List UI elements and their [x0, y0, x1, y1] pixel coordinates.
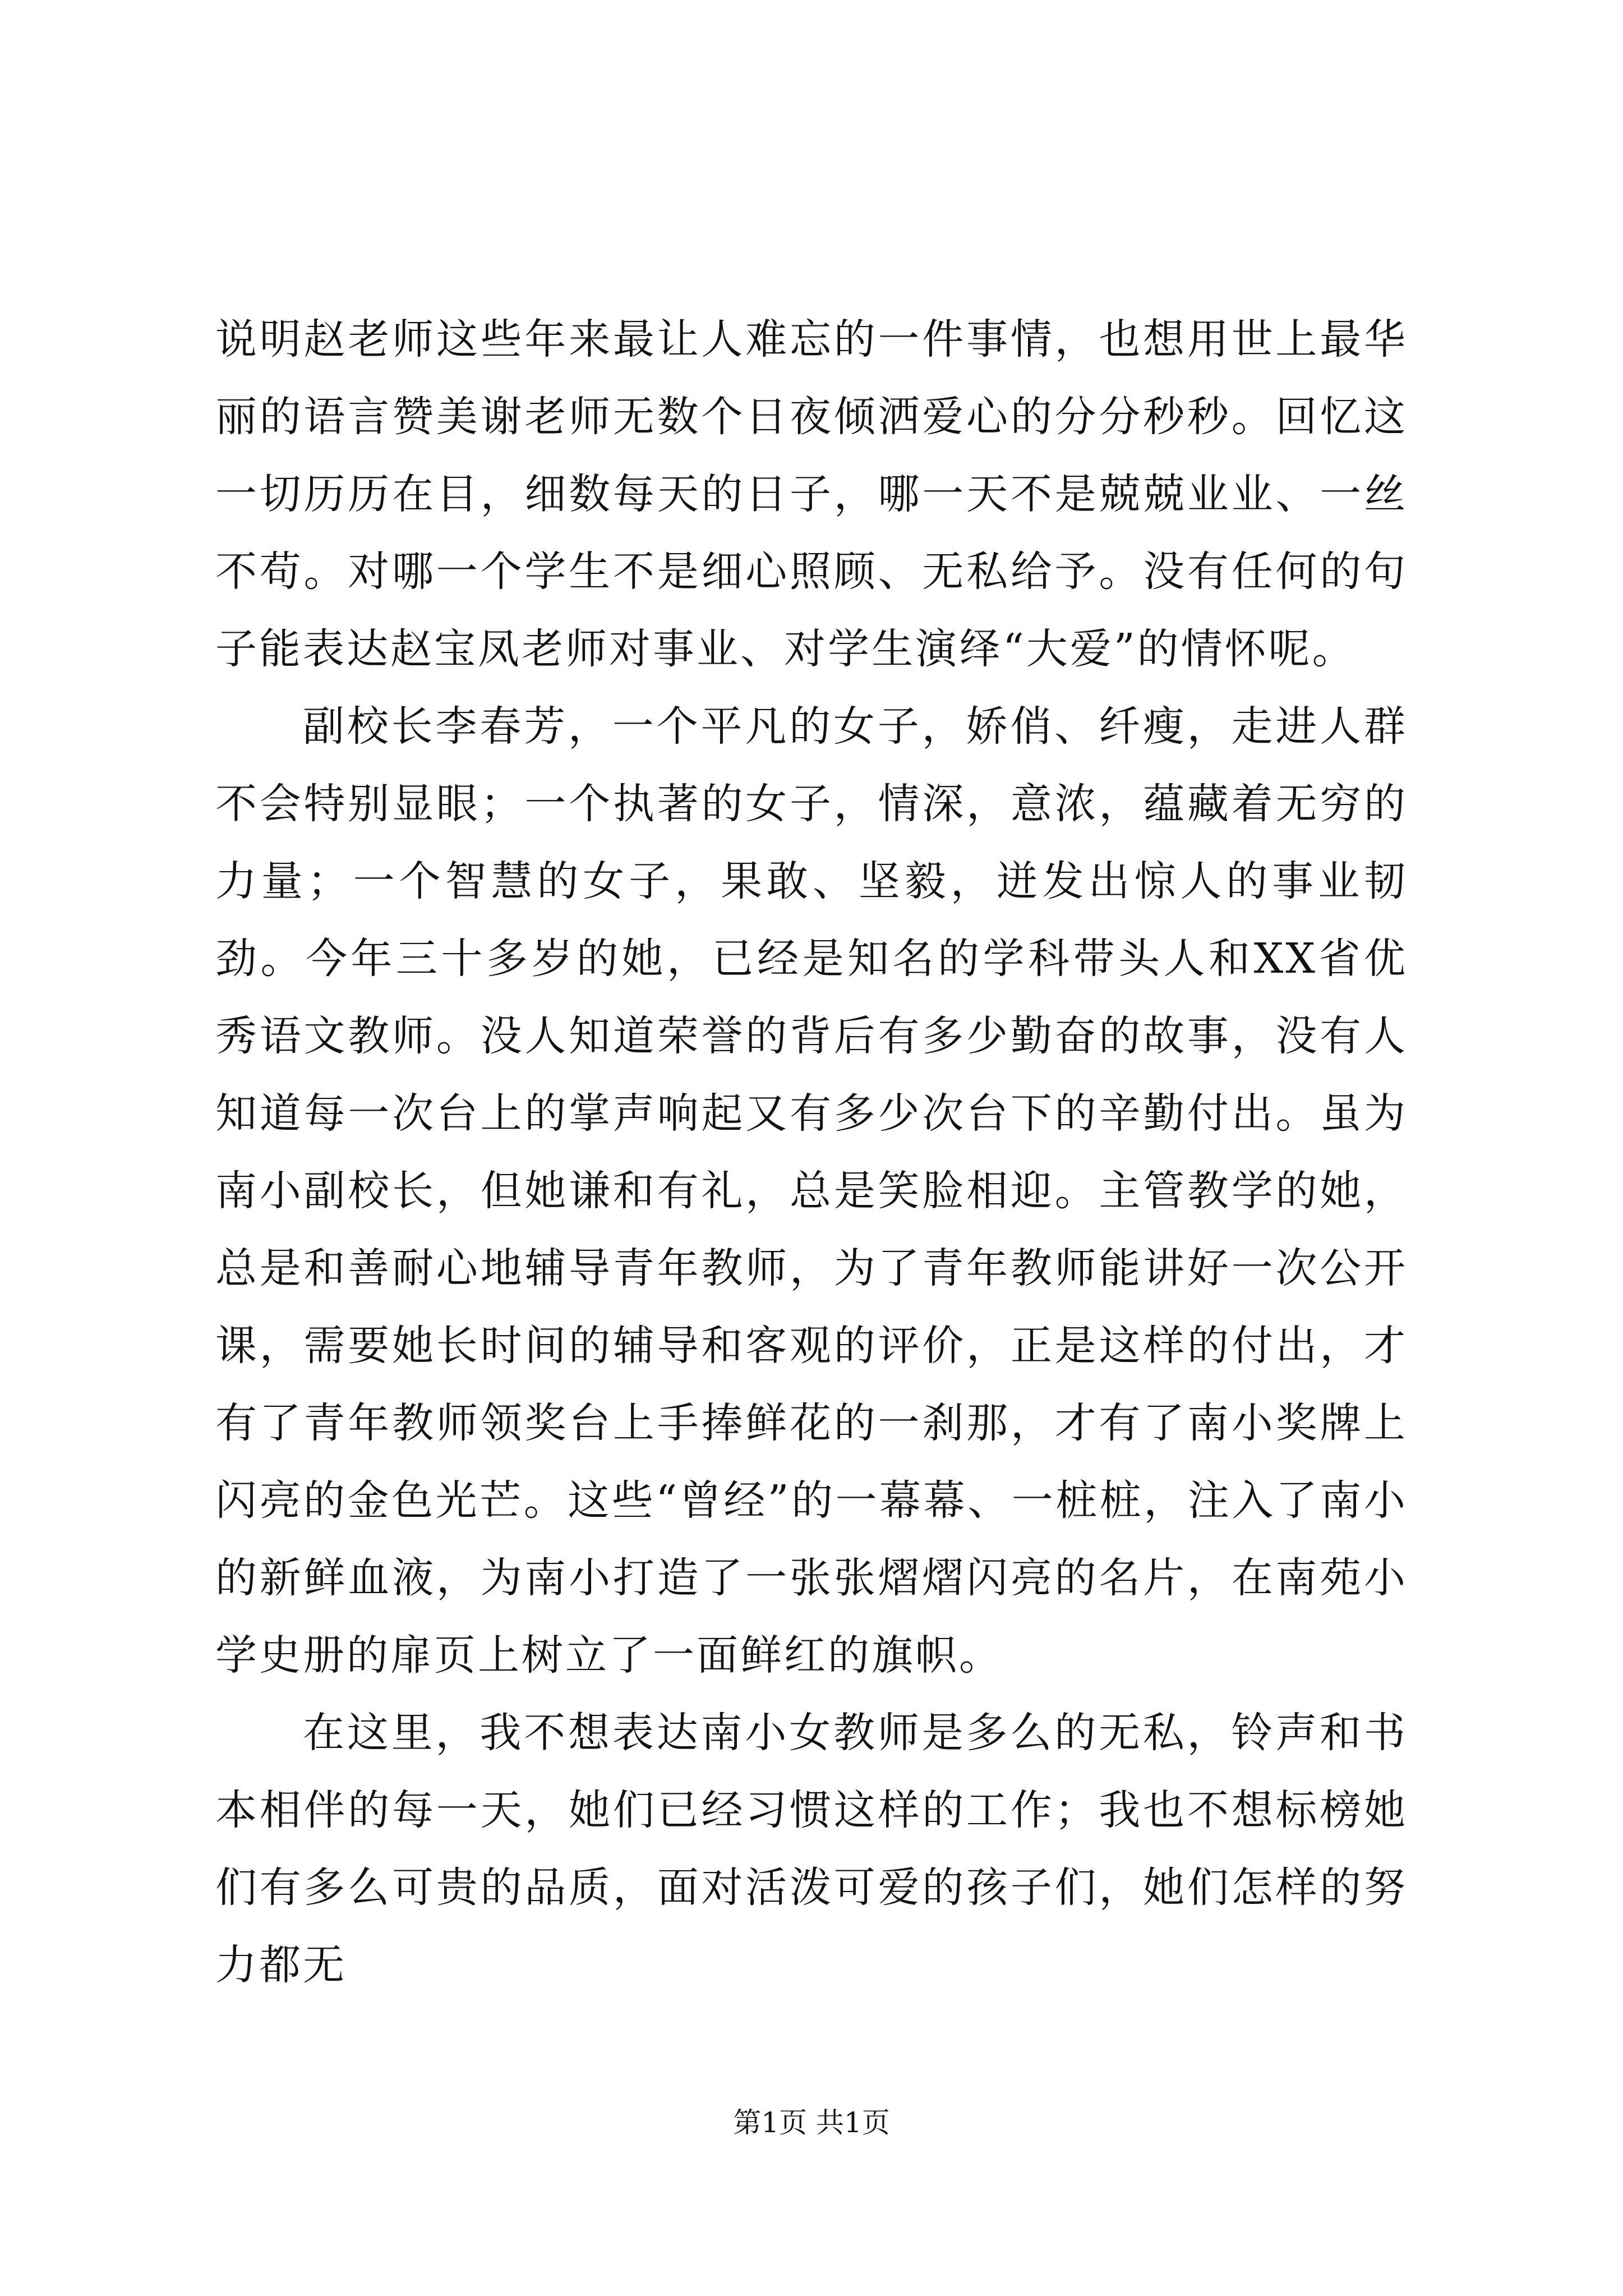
paragraph-vice-principal: 副校长李春芳，一个平凡的女子，娇俏、纤瘦，走进人群不会特别显眼；一个执著的女子，情深，意浓，蕴藏着无穷的力量；一个智慧的女子，果敢、坚毅，迸发出惊人的事业韧劲。今年三十多岁的她，已经是知名的学科带头人和XX省优秀语文教师。没人知道荣誉的背后有多少勤奋的故事，没有人知道每一次台上的掌声响起又有多少次台下的辛勤付出。虽为南小副校长，但她谦和有礼，总是笑脸相迎。主管教学的她，总是和善耐心地辅导青年教师，为了青年教师能讲好一次公开课，需要她长时间的辅导和客观的评价，正是这样的付出，才有了青年教师领奖台上手捧鲜花的一刹那，才有了南小奖牌上闪亮的金色光芒。这些“曾经”的一幕幕、一桩桩，注入了南小的新鲜血液，为南小打造了一张张熠熠闪亮的名片，在南苑小学史册的扉页上树立了一面鲜红的旗帜。 — [215, 702, 1408, 1680]
paragraph-female-teachers: 在这里，我不想表达南小女教师是多么的无私，铃声和书本相伴的每一天，她们已经习惯这样的工作；我也不想标榜她们有多么可贵的品质，面对活泼可爱的孩子们，她们怎样的努力都无 — [215, 1709, 1408, 1989]
paragraph-continuation: 说明赵老师这些年来最让人难忘的一件事情，也想用世上最华丽的语言赞美谢老师无数个日夜倾洒爱心的分分秒秒。回忆这一切历历在目，细数每天的日子，哪一天不是兢兢业业、一丝不苟。对哪一个学生不是细心照顾、无私给予。没有任何的句子能表达赵宝凤老师对事业、对学生演绎“大爱”的情怀呢。 — [215, 315, 1408, 673]
page-footer: 第1页 共1页 — [733, 2106, 890, 2139]
document-body — [215, 301, 1408, 2004]
